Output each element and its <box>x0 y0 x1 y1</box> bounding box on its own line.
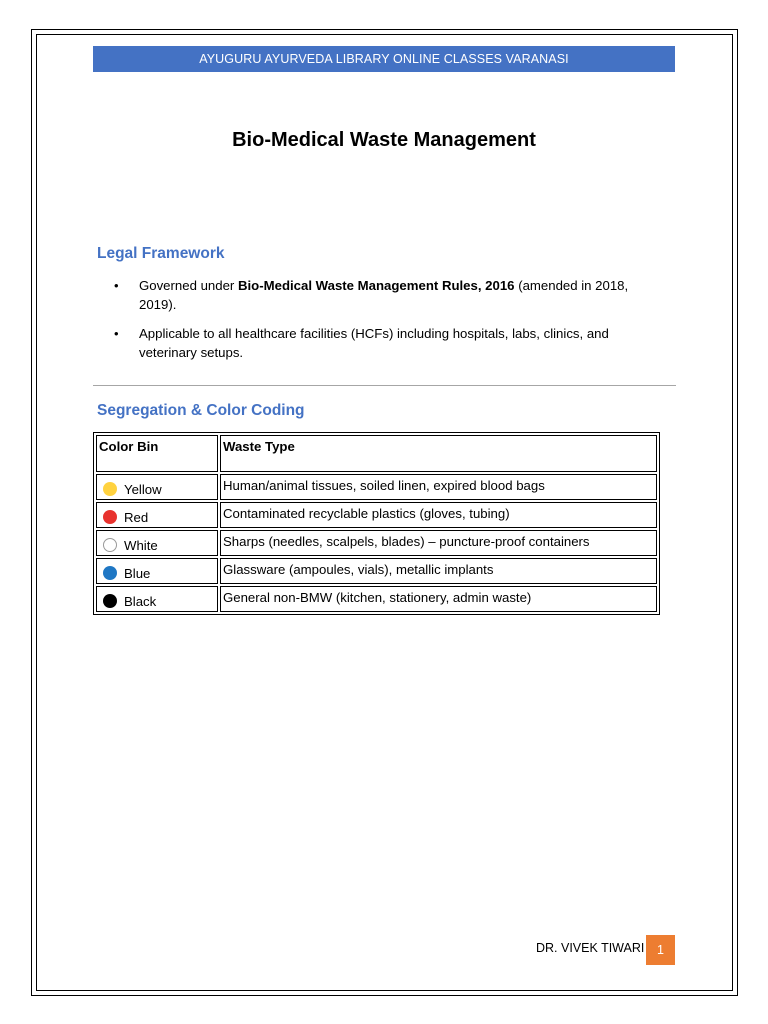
bullet-text-tail: (amended in 2018, 2019). <box>139 278 629 312</box>
table-row <box>96 474 657 500</box>
footer-author: DR. VIVEK TIWARI <box>536 941 645 955</box>
bullet-text: Applicable to all healthcare facilities (HCFs) including hospitals, labs, clinics, and veterinary setups. <box>139 326 609 360</box>
waste-type-cell: Sharps (needles, scalpels, blades) – puncture-proof containers <box>220 530 657 556</box>
color-swatch-icon <box>103 538 117 552</box>
waste-type-cell: Contaminated recyclable plastics (gloves, tubing) <box>220 502 657 528</box>
color-bin-label: Blue <box>124 565 151 581</box>
bullet-text: Governed under <box>139 278 238 293</box>
bullet-icon: • <box>114 326 119 341</box>
table-row <box>96 586 657 612</box>
table-row <box>96 558 657 584</box>
legal-bullet-2 <box>97 324 667 362</box>
legal-framework-heading: Legal Framework <box>97 245 225 262</box>
table-header-row <box>96 435 657 472</box>
bullet-bold-text: Bio-Medical Waste Management Rules, 2016 <box>237 278 515 293</box>
legal-bullet-1 <box>97 276 667 314</box>
color-bin-cell <box>96 558 218 584</box>
color-swatch-icon <box>103 594 117 608</box>
document-title: Bio-Medical Waste Management <box>232 129 536 151</box>
section-divider <box>93 385 676 386</box>
table-row <box>96 502 657 528</box>
color-bin-label: Black <box>124 593 157 609</box>
column-header-color-bin: Color Bin <box>96 435 218 472</box>
color-bin-cell <box>96 530 218 556</box>
header-banner: AYUGURU AYURVEDA LIBRARY ONLINE CLASSES VARANASI <box>93 46 675 72</box>
color-bin-cell <box>96 502 218 528</box>
page-number-badge: 1 <box>646 935 675 965</box>
color-bin-label: White <box>124 537 158 553</box>
color-swatch-icon <box>103 566 117 580</box>
waste-type-cell: Glassware (ampoules, vials), metallic implants <box>220 558 657 584</box>
color-swatch-icon <box>103 510 117 524</box>
column-header-waste-type: Waste Type <box>220 435 657 472</box>
color-swatch-icon <box>103 482 117 496</box>
color-bin-label: Red <box>124 509 149 525</box>
waste-type-cell: Human/animal tissues, soiled linen, expired blood bags <box>220 474 657 500</box>
bullet-icon: • <box>114 278 119 293</box>
color-coding-table <box>93 432 660 615</box>
color-bin-label: Yellow <box>124 481 162 497</box>
segregation-heading: Segregation & Color Coding <box>97 402 305 419</box>
legal-bullet-list <box>97 276 667 372</box>
color-bin-cell <box>96 474 218 500</box>
color-bin-cell <box>96 586 218 612</box>
waste-type-cell: General non-BMW (kitchen, stationery, admin waste) <box>220 586 657 612</box>
table-row <box>96 530 657 556</box>
